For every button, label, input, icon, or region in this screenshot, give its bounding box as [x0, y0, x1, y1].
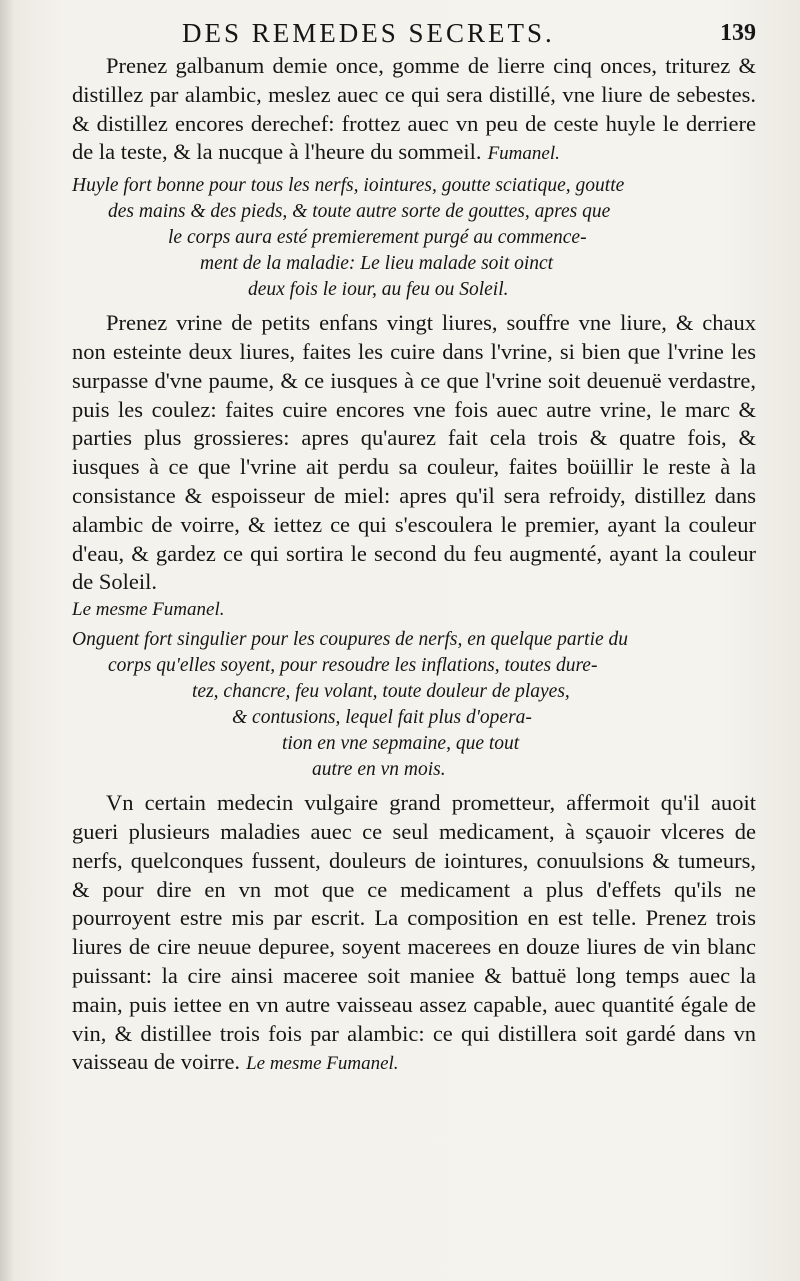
running-title: DES REMEDES SECRETS.	[182, 18, 555, 48]
heading-line: autre en vn mois.	[312, 759, 446, 781]
heading-line: ment de la maladie: Le lieu malade soit oinct	[200, 253, 554, 275]
heading-line: corps qu'elles soyent, pour resoudre les inflations, toutes dure-	[108, 655, 598, 677]
attribution: Le mesme Fumanel.	[246, 1053, 399, 1075]
paragraph-galbanum	[72, 52, 756, 169]
page-number: 139	[720, 20, 756, 46]
heading-line: le corps aura esté premierement purgé au commence-	[168, 227, 587, 249]
heading-line: deux fois le iour, au feu ou Soleil.	[248, 279, 509, 301]
paragraph-medecin	[72, 789, 756, 1079]
attribution: Le mesme Fumanel.	[72, 599, 225, 621]
page-header	[72, 18, 756, 52]
heading-line: Huyle fort bonne pour tous les nerfs, iointures, goutte sciatique, goutte	[72, 175, 625, 197]
paragraph-text: Vn certain medecin vulgaire grand prometteur, affermoit qu'il auoit gueri plusieurs maladies auec ce seul medicament, à sçauoir vlceres de nerfs, quelconques fussent, douleurs de iointures, conuulsions & tumeurs, & pour dire en vn mot que ce medicament a plus d'effets qu'ils ne pourroyent estre mis par escrit. La composition en est telle. Prenez trois liures de cire neuue depuree, soyent macerees en douze liures de vin blanc puissant: la cire ainsi maceree soit maniee & battuë long temps auec la main, puis iettee en vn autre vaisseau assez capable, auec quantité égale de vin, & distillee trois fois par alambic: ce qui distillera soit gardé dans vn vaisseau de voirre.	[72, 790, 756, 1075]
paragraph-text: Prenez galbanum demie once, gomme de lierre cinq onces, triturez & distillez par alambic, meslez auec ce qui sera distillé, vne liure de sebestes. & distillez encores derechef: frottez auec vn peu de ceste huyle le derriere de la teste, & la nucque à l'heure du sommeil.	[72, 53, 756, 165]
heading-line: Onguent fort singulier pour les coupures de nerfs, en quelque partie du	[72, 629, 629, 651]
heading-line: tez, chancre, feu volant, toute douleur de playes,	[192, 681, 570, 703]
paragraph-vrine	[72, 309, 756, 597]
paragraph-text: Prenez vrine de petits enfans vingt liures, souffre vne liure, & chaux non esteinte deux liures, faites les cuire dans l'vrine, si bien que l'vrine les surpasse d'vne paume, & ce iusques à ce que l'vrine soit deuenuë verdastre, puis les coulez: faites cuire encores vne fois auec autre vrine, le marc & parties plus grossieres: apres qu'aurez fait cela trois & quatre fois, & iusques à ce que l'vrine ait perdu sa couleur, faites boüillir le reste à la consistance & espoisseur de miel: apres qu'il sera refroidy, distillez dans alambic de voirre, & iettez ce qui s'escoulera le premier, ayant la couleur d'eau, & gardez ce qui sortira le second du feu augmenté, ayant la couleur de Soleil.	[72, 310, 756, 595]
recipe-heading-onguent	[72, 627, 756, 783]
attribution: Fumanel.	[487, 143, 560, 165]
heading-line: des mains & des pieds, & toute autre sorte de gouttes, apres que	[108, 201, 611, 223]
heading-line: tion en vne sepmaine, que tout	[282, 733, 520, 755]
recipe-heading-huyle	[72, 173, 756, 303]
heading-line: & contusions, lequel fait plus d'opera-	[232, 707, 532, 729]
